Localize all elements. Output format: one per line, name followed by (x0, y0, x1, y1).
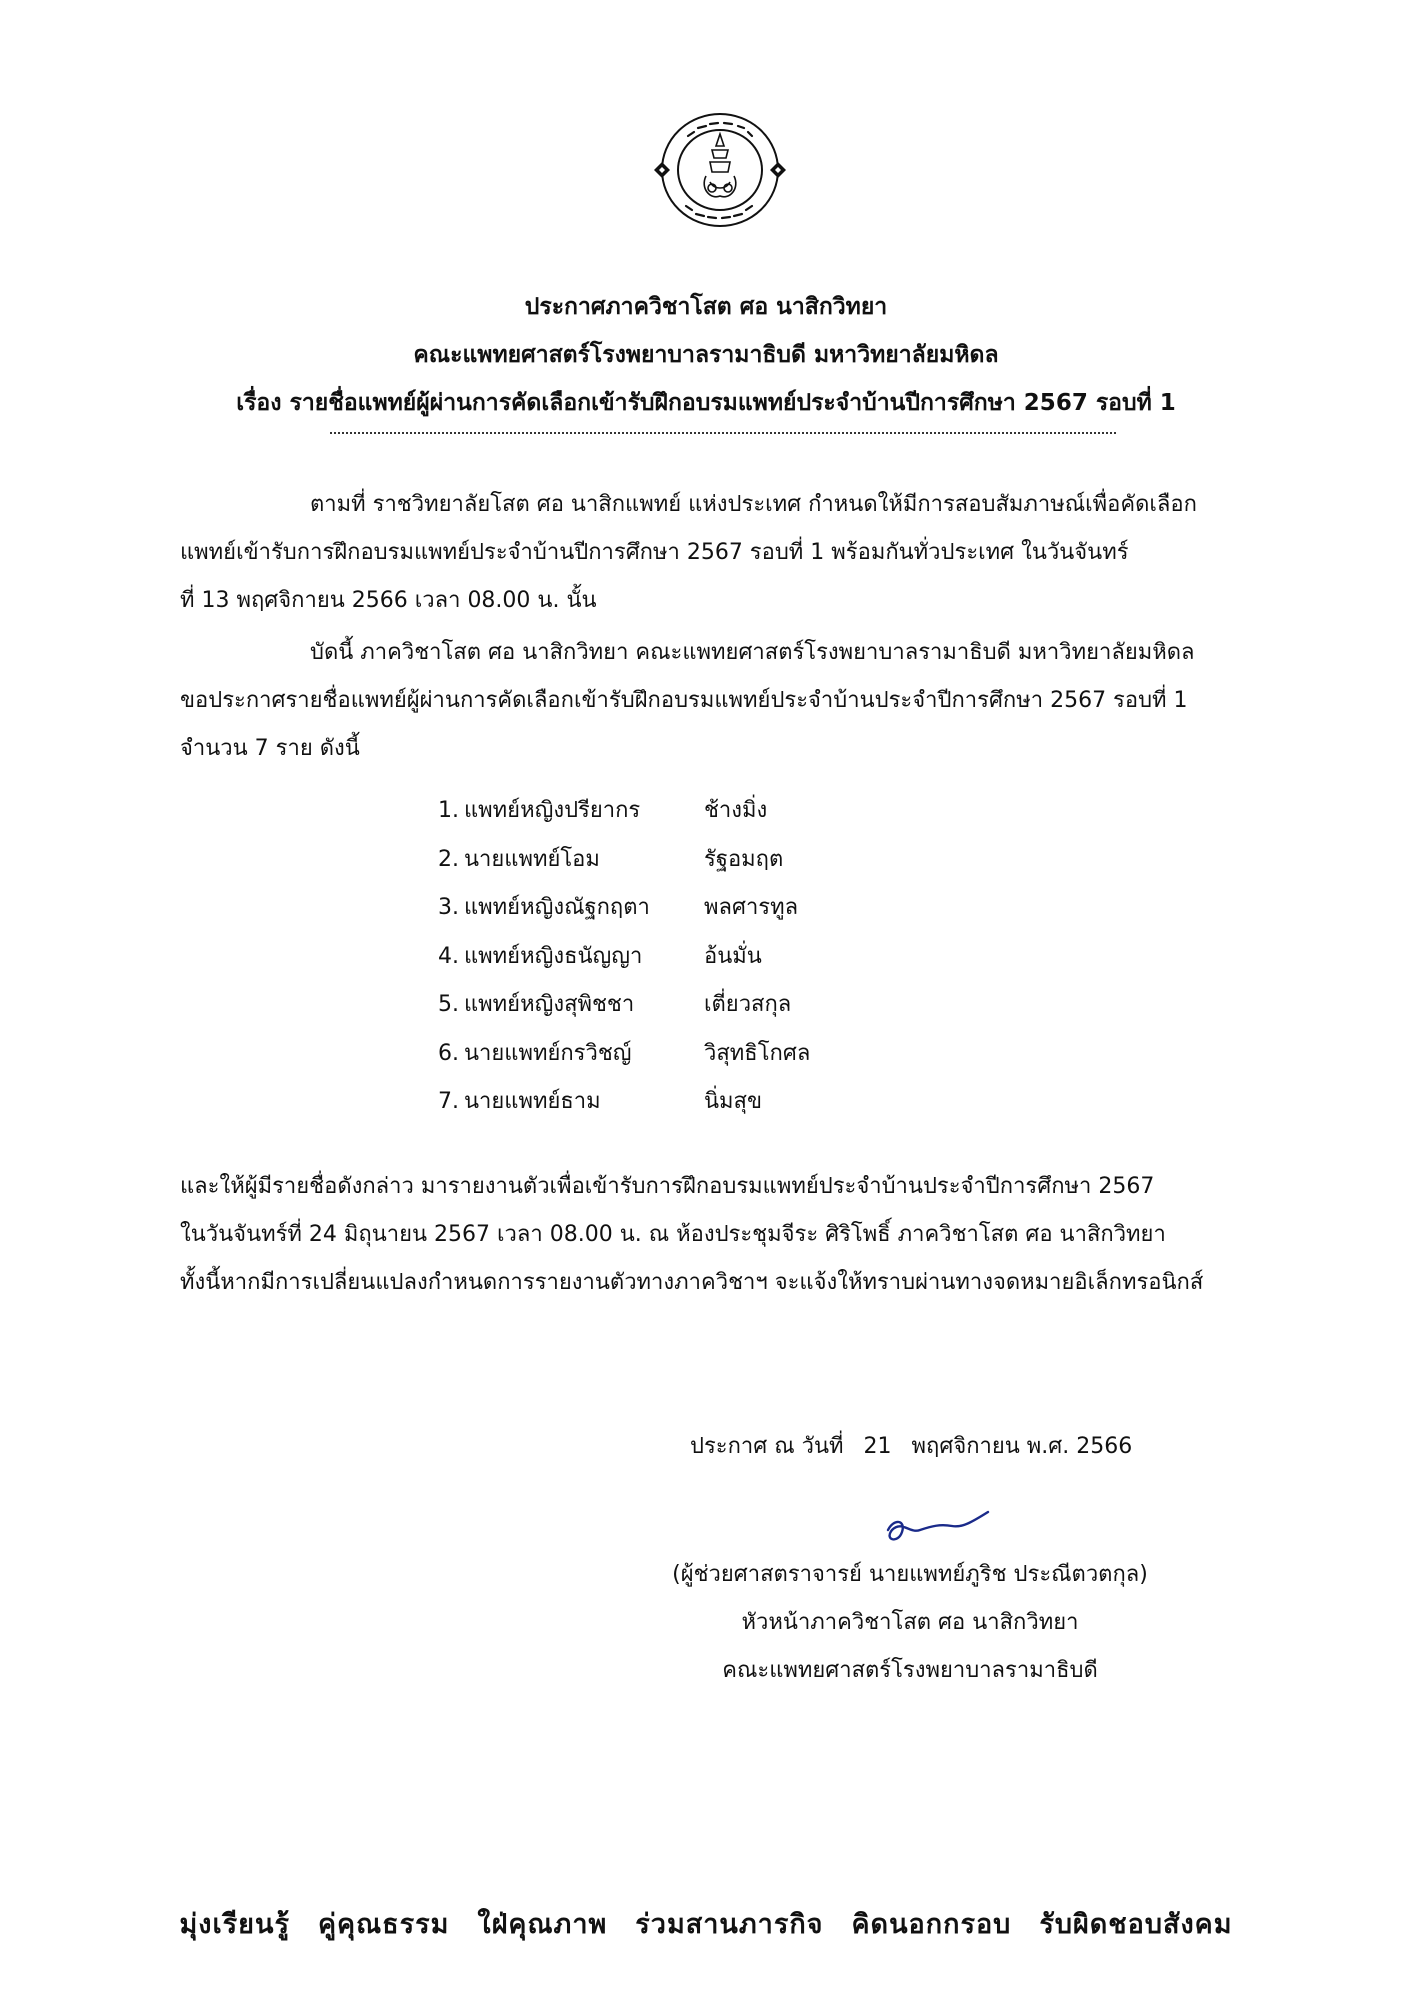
list-item (438, 990, 810, 1039)
header-line-2: คณะแพทยศาสตร์โรงพยาบาลรามาธิบดี มหาวิทยาลัยมหิดล (413, 342, 999, 368)
doctor-first-name: แพทย์หญิงธนัญญา (464, 943, 643, 969)
list-item (438, 893, 810, 942)
paragraph-3-line-1: และให้ผู้มีรายชื่อดังกล่าว มารายงานตัวเพื่อเข้ารับการฝึกอบรมแพทย์ประจำบ้านประจำปีการศึกษา 2567 (180, 1174, 1155, 1199)
paragraph-2-line-3: จำนวน 7 ราย ดังนี้ (180, 736, 360, 761)
paragraph-1-line-3: ที่ 13 พฤศจิกายน 2566 เวลา 08.00 น. นั้น (180, 588, 597, 613)
doctor-last-name: วิสุทธิโกศล (704, 1040, 811, 1066)
doctor-first-name: แพทย์หญิงณัฐกฤตา (464, 895, 650, 920)
slogan-item: มุ่งเรียนรู้ (179, 1909, 290, 1940)
slogan-item: คิดนอกกรอบ (851, 1909, 1012, 1940)
item-number: 7. (438, 1089, 459, 1114)
doctor-first-name: นายแพทย์ธาม (464, 1089, 601, 1114)
paragraph-1 (180, 490, 1250, 634)
paragraph-3-line-3: ทั้งนี้หากมีการเปลี่ยนแปลงกำหนดการรายงานตัวทางภาควิชาฯ จะแจ้งให้ทราบผ่านทางจดหมายอิเล็กทรอนิกส์ (180, 1270, 1204, 1295)
item-number: 1. (438, 798, 459, 823)
doctor-first-name: นายแพทย์โอม (464, 846, 600, 872)
header-subject: เรื่อง รายชื่อแพทย์ผู้ผ่านการคัดเลือกเข้ารับฝึกอบรมแพทย์ประจำบ้านปีการศึกษา 2567 รอบที่ 1 (236, 390, 1176, 416)
item-number: 3. (438, 895, 459, 920)
doctor-first-name: แพทย์หญิงปรียากร (464, 798, 641, 823)
slogan-item: รับผิดชอบสังคม (1039, 1909, 1233, 1940)
item-number: 6. (438, 1040, 459, 1066)
paragraph-1-line-2: แพทย์เข้ารับการฝึกอบรมแพทย์ประจำบ้านปีการศึกษา 2567 รอบที่ 1 พร้อมกันทั่วประเทศ ในวันจันทร์ (180, 540, 1129, 565)
slogan-item: คู่คุณธรรม (317, 1909, 450, 1940)
announcement-date (690, 1432, 1132, 1462)
date-month-year: พฤศจิกายน พ.ศ. 2566 (911, 1434, 1133, 1459)
doctor-last-name: เตี่ยวสกุล (704, 992, 792, 1017)
handwritten-signature (880, 1500, 1000, 1550)
slogan-item: ร่วมสานภารกิจ (635, 1909, 824, 1940)
date-day: 21 (863, 1434, 892, 1459)
paragraph-2-line-1: บัดนี้ ภาควิชาโสต ศอ นาสิกวิทยา คณะแพทยศาสตร์โรงพยาบาลรามาธิบดี มหาวิทยาลัยมหิดล (310, 640, 1195, 665)
list-item (438, 845, 810, 894)
list-item (438, 796, 810, 845)
mahidol-seal-logo (640, 110, 800, 230)
signer-name: (ผู้ช่วยศาสตราจารย์ นายแพทย์ภูริช ประณีตวตกุล) (672, 1562, 1148, 1587)
footer-slogan (0, 1902, 1412, 1945)
doctor-first-name: แพทย์หญิงสุพิชชา (464, 992, 635, 1017)
list-item (438, 1039, 810, 1088)
doctor-last-name: ช้างมิ่ง (704, 798, 768, 823)
doctor-last-name: อ้นมั่น (704, 943, 762, 969)
paragraph-2 (180, 638, 1250, 782)
doctor-last-name: พลศารทูล (704, 895, 799, 920)
list-item (438, 1087, 810, 1136)
slogan-item: ใฝ่คุณภาพ (477, 1909, 608, 1940)
date-prefix: ประกาศ ณ วันที่ (690, 1434, 844, 1459)
signer-position: หัวหน้าภาควิชาโสต ศอ นาสิกวิทยา (741, 1610, 1079, 1635)
item-number: 5. (438, 992, 459, 1017)
paragraph-3 (180, 1172, 1250, 1316)
doctor-last-name: นิ่มสุข (704, 1089, 763, 1114)
selected-doctors-list (438, 796, 810, 1136)
paragraph-3-line-2: ในวันจันทร์ที่ 24 มิถุนายน 2567 เวลา 08.00 น. ณ ห้องประชุมจีระ ศิริโพธิ์ ภาควิชาโสต ศอ นาสิกวิทยา (180, 1222, 1166, 1247)
signer-faculty: คณะแพทยศาสตร์โรงพยาบาลรามาธิบดี (722, 1658, 1098, 1683)
paragraph-2-line-2: ขอประกาศรายชื่อแพทย์ผู้ผ่านการคัดเลือกเข้ารับฝึกอบรมแพทย์ประจำบ้านประจำปีการศึกษา 2567 รอบที่ 1 (180, 688, 1188, 713)
header-line-1: ประกาศภาควิชาโสต ศอ นาสิกวิทยา (524, 294, 888, 320)
item-number: 4. (438, 943, 459, 969)
dotted-divider (330, 432, 1116, 434)
doctor-first-name: นายแพทย์กรวิชญ์ (464, 1040, 632, 1066)
item-number: 2. (438, 846, 459, 872)
paragraph-1-line-1: ตามที่ ราชวิทยาลัยโสต ศอ นาสิกแพทย์ แห่งประเทศ กำหนดให้มีการสอบสัมภาษณ์เพื่อคัดเลือก (310, 492, 1197, 517)
list-item (438, 942, 810, 991)
doctor-last-name: รัฐอมฤต (704, 846, 784, 872)
